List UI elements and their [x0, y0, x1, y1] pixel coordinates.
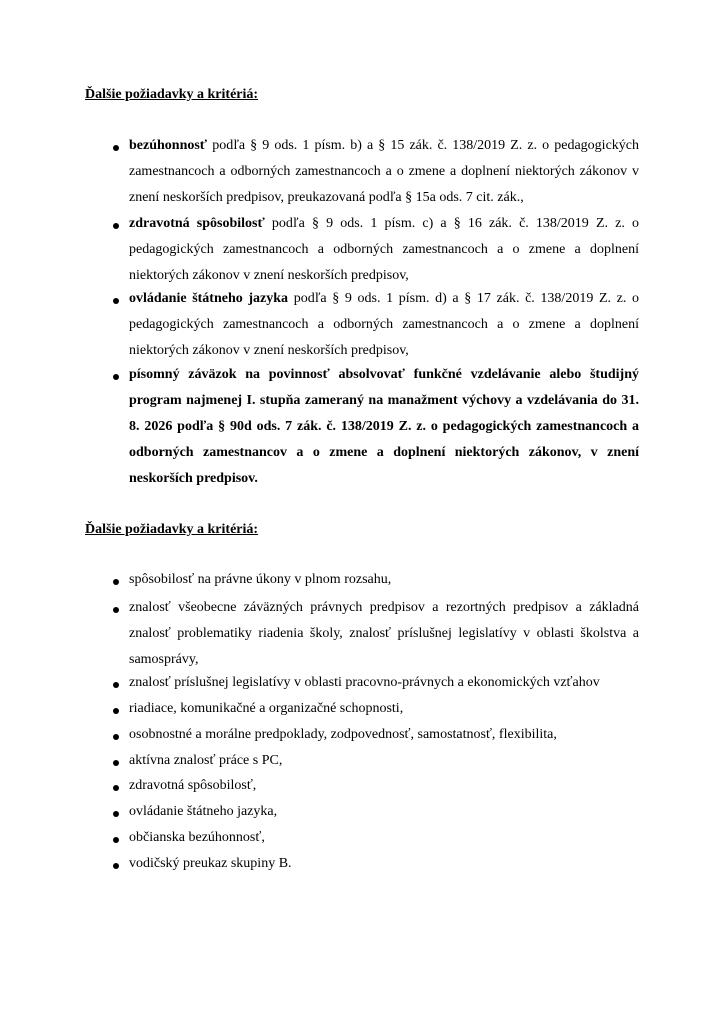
- list-item-text: [129, 133, 639, 211]
- list-item-text: [129, 211, 639, 289]
- list-item-text: [129, 362, 639, 492]
- item-rest-text: podľa § 9 ods. 1 písm. b) a § 15 zák. č. 138/2019 Z. z. o pedagogických zamestnancoch a odborných zamestnancoch a o zmene a doplnení niektorých zákonov v znení neskorších predpisov, preukazovaná podľa § 15a ods. 7 cit. zák.,: [129, 138, 639, 205]
- section1-heading: Ďalšie požiadavky a kritériá:: [85, 87, 259, 102]
- item-bold-term: ovládanie štátneho jazyka: [129, 291, 289, 306]
- bullet-icon: [113, 708, 119, 714]
- bullet-icon: [113, 863, 119, 869]
- bullet-icon: [113, 298, 119, 304]
- bullet-icon: [113, 734, 119, 740]
- item-rest-text: podľa § 9 ods. 1 písm. c) a § 16 zák. č. 138/2019 Z. z. o pedagogických zamestnancoch a odborných zamestnancoch a o zmene a doplnení niektorých zákonov v znení neskorších predpisov,: [129, 216, 639, 283]
- list-item-text: spôsobilosť na právne úkony v plnom rozsahu,: [129, 572, 392, 587]
- item-bold-term: zdravotná spôsobilosť: [129, 216, 265, 231]
- bullet-icon: [113, 682, 119, 688]
- item-rest-text: podľa § 9 ods. 1 písm. d) a § 17 zák. č. 138/2019 Z. z. o pedagogických zamestnancoch a odborných zamestnancoch a o zmene a doplnení niektorých zákonov v znení neskorších predpisov,: [129, 291, 639, 358]
- list-item-text: zdravotná spôsobilosť,: [129, 778, 257, 793]
- item-bold-term: písomný záväzok na povinnosť absolvovať funkčné vzdelávanie alebo študijný program najmenej I. stupňa zameraný na manažment výchovy a vzdelávania do 31. 8. 2026 podľa § 90d ods. 7 zák. č. 138/2019 Z. z. o pedagogických zamestnancoch a odborných zamestnancov a o zmene a doplnení niektorých zákonov, v znení neskorších predpisov.: [129, 367, 639, 486]
- bullet-icon: [113, 374, 119, 380]
- bullet-icon: [113, 223, 119, 229]
- bullet-icon: [113, 145, 119, 151]
- bullet-icon: [113, 760, 119, 766]
- list-item-text: aktívna znalosť práce s PC,: [129, 753, 283, 768]
- bullet-icon: [113, 579, 119, 585]
- bullet-icon: [113, 811, 119, 817]
- bullet-icon: [113, 785, 119, 791]
- list-item-text: občianska bezúhonnosť,: [129, 830, 265, 845]
- bullet-icon: [113, 607, 119, 613]
- list-item-text: ovládanie štátneho jazyka,: [129, 804, 278, 819]
- list-item-text: riadiace, komunikačné a organizačné schopnosti,: [129, 701, 404, 716]
- list-item-text: znalosť všeobecne záväzných právnych predpisov a rezortných predpisov a základná znalosť problematiky riadenia školy, znalosť príslušnej legislatívy v oblasti školstva a samosprávy,: [129, 600, 639, 667]
- list-item-text: znalosť príslušnej legislatívy v oblasti pracovno-právnych a ekonomických vzťahov: [129, 675, 600, 690]
- section2-heading: Ďalšie požiadavky a kritériá:: [85, 522, 259, 537]
- item-bold-term: bezúhonnosť: [129, 138, 208, 153]
- bullet-icon: [113, 837, 119, 843]
- list-item-text: osobnostné a morálne predpoklady, zodpovednosť, samostatnosť, flexibilita,: [129, 727, 557, 742]
- list-item-text: vodičský preukaz skupiny B.: [129, 856, 292, 871]
- list-item-text: [129, 286, 639, 364]
